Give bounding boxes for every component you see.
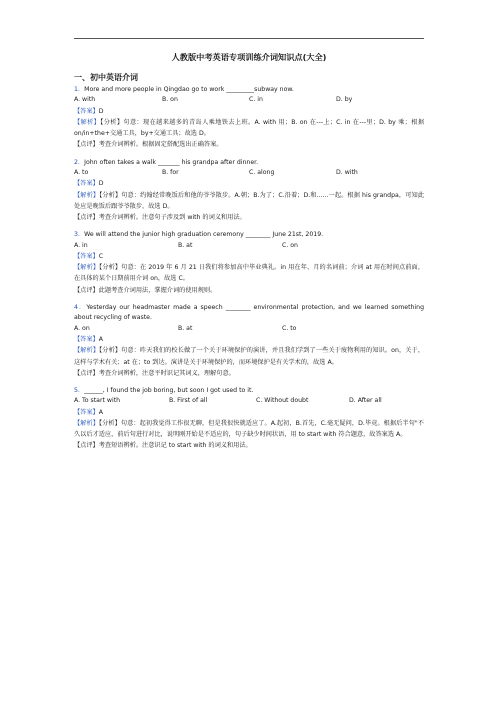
question-text: More and more people in Qingdao go to work _________subway now. <box>84 86 294 93</box>
answer-line <box>74 407 424 418</box>
option-c: C. to <box>282 324 297 332</box>
question-stem <box>74 303 424 324</box>
question-number: 1． <box>74 86 85 93</box>
question-item <box>74 386 424 452</box>
option-c: C. on <box>282 241 298 249</box>
analysis-tag: 【解析】 <box>74 191 100 199</box>
question-number: 2． <box>74 158 85 166</box>
question-number: 5． <box>74 386 85 394</box>
answer-value: A <box>98 408 103 416</box>
question-number: 4． <box>74 303 87 311</box>
answer-line <box>74 106 424 117</box>
answer-value: D <box>98 107 104 115</box>
analysis-text: 【分析】句意：现在越来越多的青岛人乘地铁去上班。A. with 用；B. on 在---上；C. in 在---里；D. by 乘；根据 on/in+the+交通工具，by+交通工具；故选 D。 <box>74 119 425 138</box>
option-a: A. To start with <box>74 397 121 405</box>
analysis-paragraph <box>74 262 424 284</box>
analysis-paragraph <box>74 345 424 367</box>
answer-tag: 【答案】 <box>74 180 99 188</box>
question-stem <box>74 158 424 168</box>
analysis-tag: 【解析】 <box>74 347 100 355</box>
option-d: D. with <box>336 169 358 177</box>
analysis-paragraph <box>74 117 424 139</box>
option-a: A. with <box>74 96 96 104</box>
analysis-text: 【分析】句意：昨天我们的校长做了一个关于环境保护的演讲，并且我们学到了一些关于废物利用的知识。on，关于，这样与学术有关；at 在；to 到达。演讲是关于环境保护的，而环境保护是有关学术的，故选 A。 <box>74 347 425 366</box>
document-title: 人教版中考英语专项训练介词知识点(大全) <box>171 52 327 62</box>
answer-value: C <box>98 253 104 261</box>
answer-tag: 【答案】 <box>74 107 99 115</box>
section-heading: 一、初中英语介词 <box>74 73 138 82</box>
options-row <box>74 324 424 334</box>
option-a: A. on <box>74 324 90 332</box>
analysis-tag: 【解析】 <box>74 419 99 427</box>
question-text: ______, I found the job boring, but soon I got used to it. <box>84 386 254 394</box>
option-b: B. at <box>178 324 193 332</box>
comment-line: 【点评】此题考查介词用法，掌握介词的使用规则。 <box>74 286 217 294</box>
options-row <box>74 168 424 178</box>
question-stem <box>74 85 424 95</box>
option-d: D. After all <box>349 397 382 405</box>
comment-line: 【点评】考查介词辨析。根据固定搭配选出正确答案。 <box>74 141 223 149</box>
answer-tag: 【答案】 <box>74 336 99 344</box>
analysis-paragraph <box>74 418 424 440</box>
analysis-text: 【分析】句意：在 2019 年 6 月 21 日我们将参加高中毕业典礼。in 用在年、月的名词前；介词 at 用在时间点前面，在具体的某个日期前用介词 on，故选 C。 <box>74 264 425 283</box>
answer-tag: 【答案】 <box>74 253 99 261</box>
comment-line: 【点评】考查介词辨析。注意句子涉及到 with 的词义和用法。 <box>74 214 246 222</box>
analysis-tag: 【解析】 <box>74 264 100 272</box>
option-b: B. on <box>162 96 178 104</box>
question-stem <box>74 230 424 240</box>
question-item <box>74 303 424 379</box>
options-row <box>74 396 424 406</box>
options-row <box>74 95 424 105</box>
option-b: B. for <box>162 169 179 177</box>
analysis-text: 【分析】句意：约翰经常晚饭后和他的爷爷散步。A.朝；B.为了；C.沿着；D.和......一起。根据 his grandpa，可知此处应是晚饭后跟爷爷散步，故选 D。 <box>74 191 425 210</box>
option-a: A. to <box>74 169 89 177</box>
question-text: Yesterday our headmaster made a speech ________ environmental protection, and we learned something about recycling of waste. <box>74 303 424 322</box>
analysis-text: 【分析】句意：起初我觉得工作很无聊，但是我很快就适应了。A.起初，B.首先，C.毫无疑问，D.毕竟。根据后半句"不久以后才适应，前后句进行对比，说明刚开始是不适应的，句子缺少时间状语，用 to start with 符合题意，故答案选 A。 <box>74 419 424 439</box>
analysis-tag: 【解析】 <box>74 119 101 127</box>
answer-value: A <box>98 336 103 344</box>
answer-line <box>74 334 424 345</box>
comment-line: 【点评】考查介词辨析，注意平时识记其词义，理解句意。 <box>74 369 235 377</box>
option-c: C. in <box>249 96 263 104</box>
question-item <box>74 158 424 224</box>
answer-line <box>74 251 424 262</box>
option-b: B. at <box>178 241 193 249</box>
answer-value: D <box>98 180 104 188</box>
question-stem <box>74 386 424 396</box>
question-item <box>74 85 424 151</box>
options-row <box>74 241 424 251</box>
option-b: B. First of all <box>169 397 208 405</box>
option-c: C. Without doubt <box>256 397 309 405</box>
answer-tag: 【答案】 <box>74 408 99 416</box>
option-d: D. by <box>336 96 353 104</box>
analysis-paragraph <box>74 190 424 212</box>
header-rule <box>74 38 424 39</box>
answer-line <box>74 178 424 189</box>
question-number: 3． <box>74 231 85 239</box>
question-item <box>74 230 424 296</box>
question-text: John often takes a walk _______ his grandpa after dinner. <box>84 158 259 166</box>
comment-line: 【点评】考查短语辨析。注意识记 to start with 的词义和用法。 <box>74 442 252 450</box>
question-text: We will attend the junior high graduation ceremony ________ June 21st, 2019. <box>84 231 324 239</box>
document-page <box>74 52 424 459</box>
option-c: C. along <box>249 169 275 177</box>
option-a: A. in <box>74 241 88 249</box>
